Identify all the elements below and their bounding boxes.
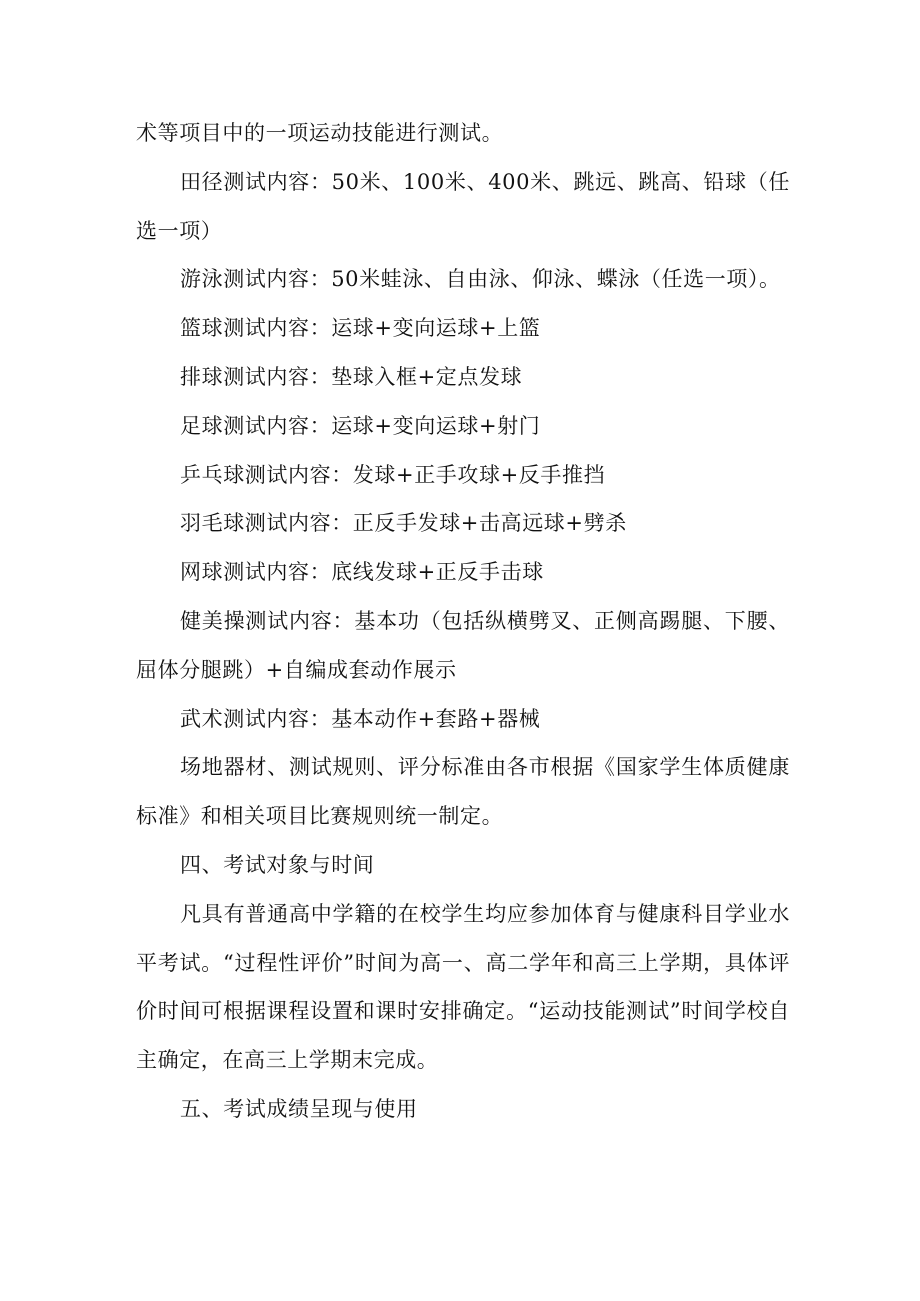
- paragraph-venue-rules: 场地器材、测试规则、评分标准由各市根据《国家学生体质健康标准》和相关项目比赛规则统一制定。: [136, 755, 790, 829]
- section-heading-score-presentation: 五、考试成绩呈现与使用: [180, 1096, 418, 1121]
- paragraph-aerobics-test: 健美操测试内容：基本功（包括纵横劈叉、正侧高踢腿、下腰、屈体分腿跳）+自编成套动作展示: [136, 608, 790, 682]
- paragraph-tennis-test: 网球测试内容：底线发球+正反手击球: [180, 560, 544, 585]
- paragraph-martial-arts-test: 武术测试内容：基本动作+套路+器械: [180, 706, 541, 731]
- paragraph-football-test: 足球测试内容：运球+变向运球+射门: [180, 413, 541, 438]
- paragraph-continuation: 术等项目中的一项运动技能进行测试。: [136, 121, 504, 145]
- paragraph-swimming-test: 游泳测试内容：50米蛙泳、自由泳、仰泳、蝶泳（任选一项）。: [180, 267, 781, 292]
- section-heading-exam-subjects-time: 四、考试对象与时间: [180, 852, 375, 877]
- paragraph-table-tennis-test: 乒乓球测试内容：发球+正手攻球+反手推挡: [180, 462, 606, 487]
- paragraph-volleyball-test: 排球测试内容：垫球入框+定点发球: [180, 364, 523, 389]
- paragraph-basketball-test: 篮球测试内容：运球+变向运球+上篮: [180, 316, 541, 341]
- paragraph-track-field-test: 田径测试内容：50米、100米、400米、跳远、跳高、铅球（任选一项）: [136, 169, 790, 243]
- document-body: [136, 109, 790, 1134]
- paragraph-exam-subjects-time: 凡具有普通高中学籍的在校学生均应参加体育与健康科目学业水平考试。“过程性评价”时间为高一、高二学年和高三上学期，具体评价时间可根据课程设置和课时安排确定。“运动技能测试”时间学校自主确定，在高三上学期末完成。: [136, 901, 790, 1073]
- paragraph-badminton-test: 羽毛球测试内容：正反手发球+击高远球+劈杀: [180, 511, 627, 536]
